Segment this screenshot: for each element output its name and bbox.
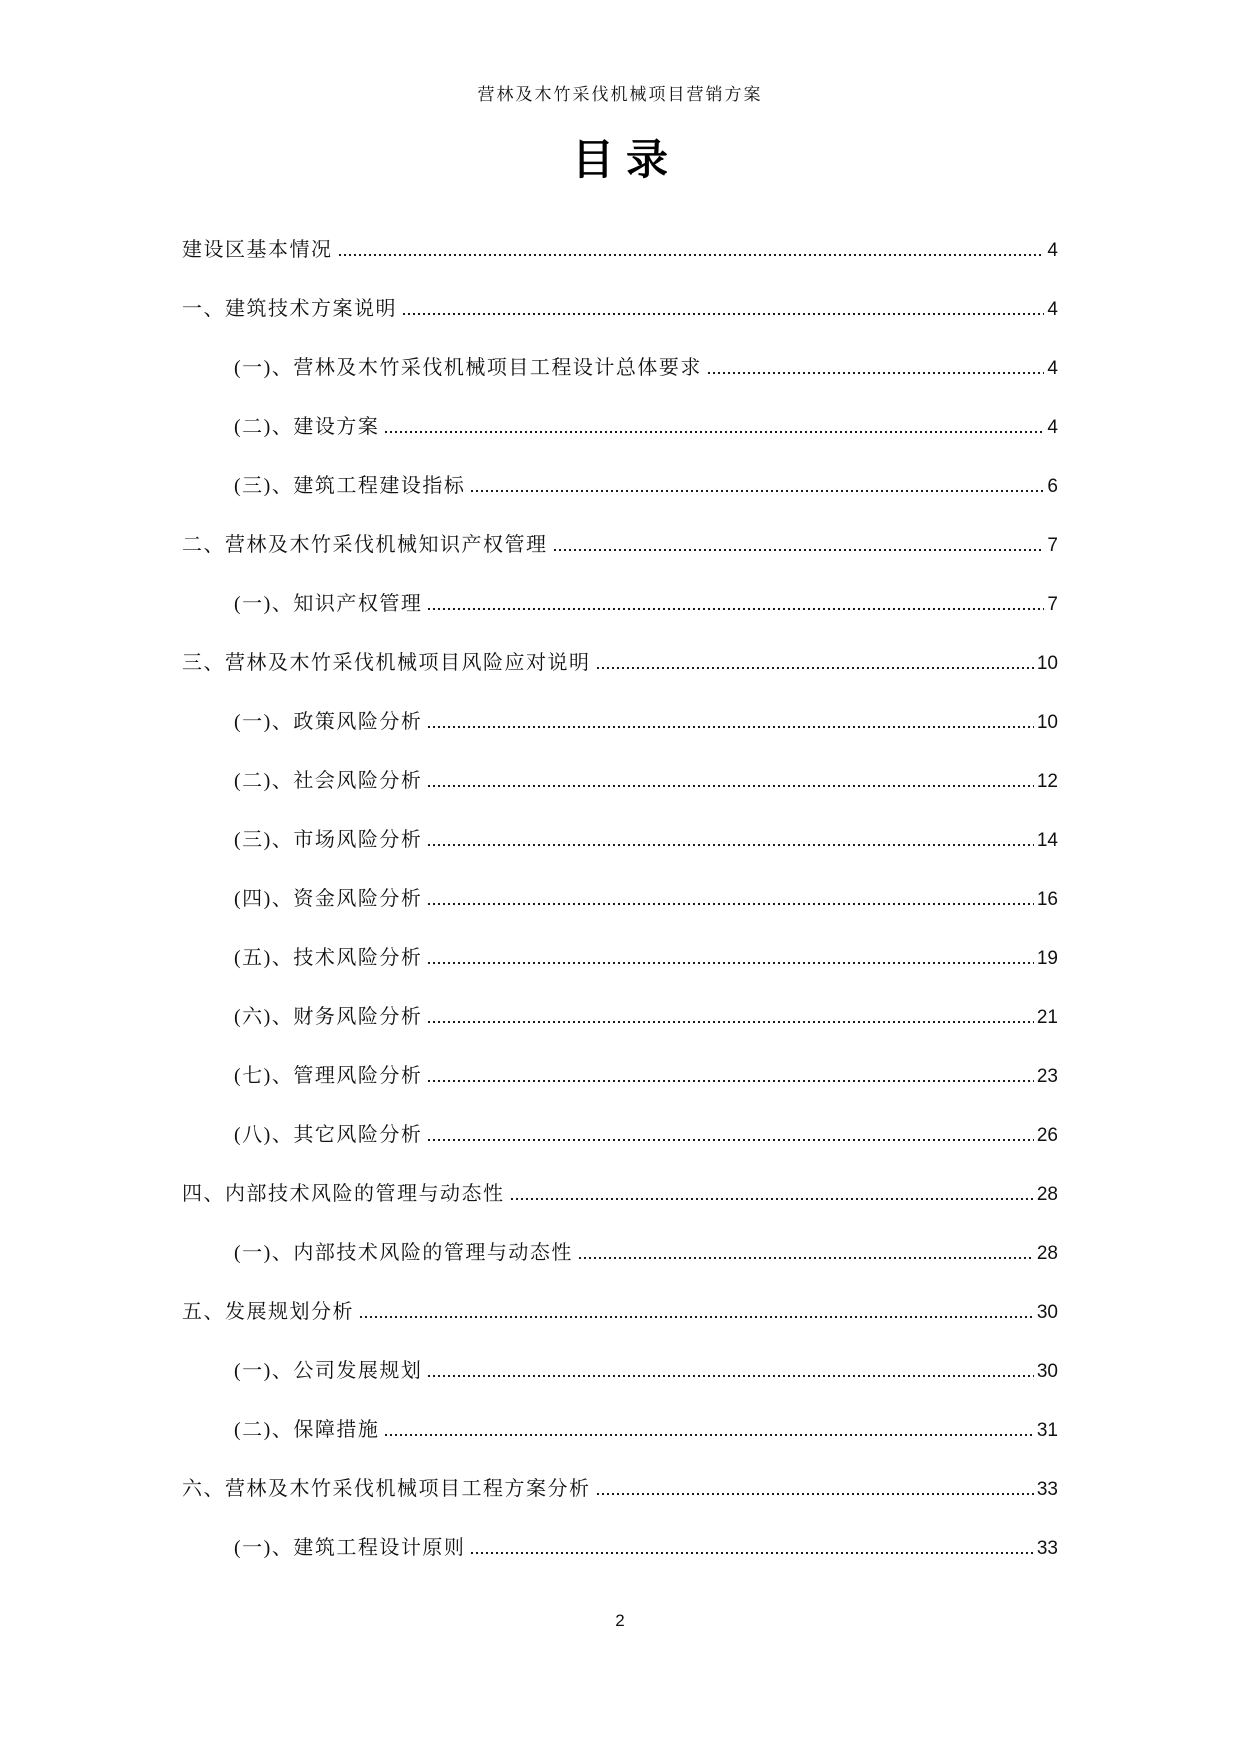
toc-entry-page-number: 7	[1047, 535, 1058, 556]
toc-entry-label: 建设区基本情况	[182, 239, 333, 261]
toc-dotted-leader	[471, 490, 1044, 492]
toc-dotted-leader	[428, 1375, 1034, 1377]
toc-dotted-leader	[471, 1552, 1034, 1554]
toc-entry-label: 六、营林及木竹采伐机械项目工程方案分析	[182, 1478, 591, 1500]
toc-dotted-leader	[428, 1139, 1034, 1141]
toc-entry[interactable]	[182, 1419, 1058, 1442]
toc-entry[interactable]	[182, 416, 1058, 439]
toc-entry[interactable]	[182, 829, 1058, 852]
toc-entry-label: 五、发展规划分析	[182, 1301, 354, 1323]
toc-entry[interactable]	[182, 1065, 1058, 1088]
toc-entry-page-number: 28	[1036, 1243, 1058, 1264]
toc-entry-label: (六)、财务风险分析	[234, 1006, 423, 1028]
toc-entry[interactable]	[182, 770, 1058, 793]
toc-dotted-leader	[554, 549, 1045, 551]
toc-entry-label: (一)、公司发展规划	[234, 1360, 423, 1382]
toc-entry[interactable]	[182, 1301, 1058, 1324]
toc-entry-label: 三、营林及木竹采伐机械项目风险应对说明	[182, 652, 591, 674]
toc-entry-page-number: 14	[1036, 830, 1058, 851]
toc-entry-label: (三)、建筑工程建设指标	[234, 475, 466, 497]
toc-entry[interactable]	[182, 357, 1058, 380]
toc-dotted-leader	[385, 431, 1044, 433]
toc-entry-page-number: 4	[1047, 358, 1058, 379]
toc-dotted-leader	[428, 608, 1044, 610]
toc-dotted-leader	[428, 1021, 1034, 1023]
toc-title: 目录	[571, 138, 680, 184]
toc-dotted-leader	[708, 372, 1045, 374]
toc-entry-label: (一)、内部技术风险的管理与动态性	[234, 1242, 573, 1264]
toc-entry-page-number: 33	[1036, 1479, 1058, 1500]
toc-entry-page-number: 33	[1036, 1538, 1058, 1559]
toc-entry[interactable]	[182, 652, 1058, 675]
toc-entry[interactable]	[182, 1242, 1058, 1265]
toc-entry-label: (五)、技术风险分析	[234, 947, 423, 969]
toc-entry[interactable]	[182, 1006, 1058, 1029]
toc-entry-page-number: 4	[1047, 417, 1058, 438]
toc-entry[interactable]	[182, 475, 1058, 498]
toc-entry[interactable]	[182, 534, 1058, 557]
toc-entry-label: (二)、保障措施	[234, 1419, 380, 1441]
toc-entry-page-number: 10	[1036, 653, 1058, 674]
toc-entry-page-number: 6	[1047, 476, 1058, 497]
toc-entry-page-number: 31	[1036, 1420, 1058, 1441]
toc-entry-label: (二)、社会风险分析	[234, 770, 423, 792]
toc-entry-page-number: 28	[1036, 1184, 1058, 1205]
toc-entry-page-number: 21	[1036, 1007, 1058, 1028]
page-number: 2	[615, 1611, 625, 1630]
toc-entry[interactable]	[182, 711, 1058, 734]
toc-dotted-leader	[339, 254, 1045, 256]
toc-entry-label: (一)、建筑工程设计原则	[234, 1537, 466, 1559]
toc-entry-page-number: 4	[1047, 240, 1058, 261]
toc-entry-label: (三)、市场风险分析	[234, 829, 423, 851]
toc-dotted-leader	[360, 1316, 1034, 1318]
toc-entry-page-number: 12	[1036, 771, 1058, 792]
toc-entry-label: (四)、资金风险分析	[234, 888, 423, 910]
toc-dotted-leader	[597, 1493, 1034, 1495]
toc-entry-label: (七)、管理风险分析	[234, 1065, 423, 1087]
toc-entry[interactable]	[182, 888, 1058, 911]
toc-entry[interactable]	[182, 298, 1058, 321]
toc-entry-label: 二、营林及木竹采伐机械知识产权管理	[182, 534, 548, 556]
toc-entry-label: 一、建筑技术方案说明	[182, 298, 397, 320]
toc-entry-label: (一)、政策风险分析	[234, 711, 423, 733]
toc-entry[interactable]	[182, 1537, 1058, 1560]
toc-dotted-leader	[597, 667, 1034, 669]
toc-entry-label: (八)、其它风险分析	[234, 1124, 423, 1146]
toc-dotted-leader	[428, 785, 1034, 787]
toc-entry-label: (一)、知识产权管理	[234, 593, 423, 615]
toc-entry-label: 四、内部技术风险的管理与动态性	[182, 1183, 505, 1205]
toc-dotted-leader	[428, 962, 1034, 964]
toc-list	[182, 239, 1058, 1560]
toc-dotted-leader	[579, 1257, 1034, 1259]
toc-entry-page-number: 30	[1036, 1361, 1058, 1382]
toc-dotted-leader	[403, 313, 1044, 315]
toc-entry-label: (一)、营林及木竹采伐机械项目工程设计总体要求	[234, 357, 702, 379]
toc-entry-label: (二)、建设方案	[234, 416, 380, 438]
toc-entry-page-number: 16	[1036, 889, 1058, 910]
toc-entry[interactable]	[182, 947, 1058, 970]
toc-entry[interactable]	[182, 1478, 1058, 1501]
toc-entry[interactable]	[182, 593, 1058, 616]
toc-entry-page-number: 30	[1036, 1302, 1058, 1323]
toc-dotted-leader	[428, 726, 1034, 728]
toc-entry[interactable]	[182, 1360, 1058, 1383]
toc-entry-page-number: 19	[1036, 948, 1058, 969]
toc-entry[interactable]	[182, 239, 1058, 262]
toc-entry-page-number: 23	[1036, 1066, 1058, 1087]
toc-entry[interactable]	[182, 1124, 1058, 1147]
toc-dotted-leader	[385, 1434, 1034, 1436]
toc-entry-page-number: 26	[1036, 1125, 1058, 1146]
toc-entry[interactable]	[182, 1183, 1058, 1206]
toc-dotted-leader	[428, 903, 1034, 905]
toc-dotted-leader	[428, 844, 1034, 846]
toc-entry-page-number: 10	[1036, 712, 1058, 733]
toc-dotted-leader	[511, 1198, 1034, 1200]
toc-entry-page-number: 7	[1047, 594, 1058, 615]
toc-dotted-leader	[428, 1080, 1034, 1082]
document-header-title: 营林及木竹采伐机械项目营销方案	[477, 85, 763, 104]
toc-entry-page-number: 4	[1047, 299, 1058, 320]
